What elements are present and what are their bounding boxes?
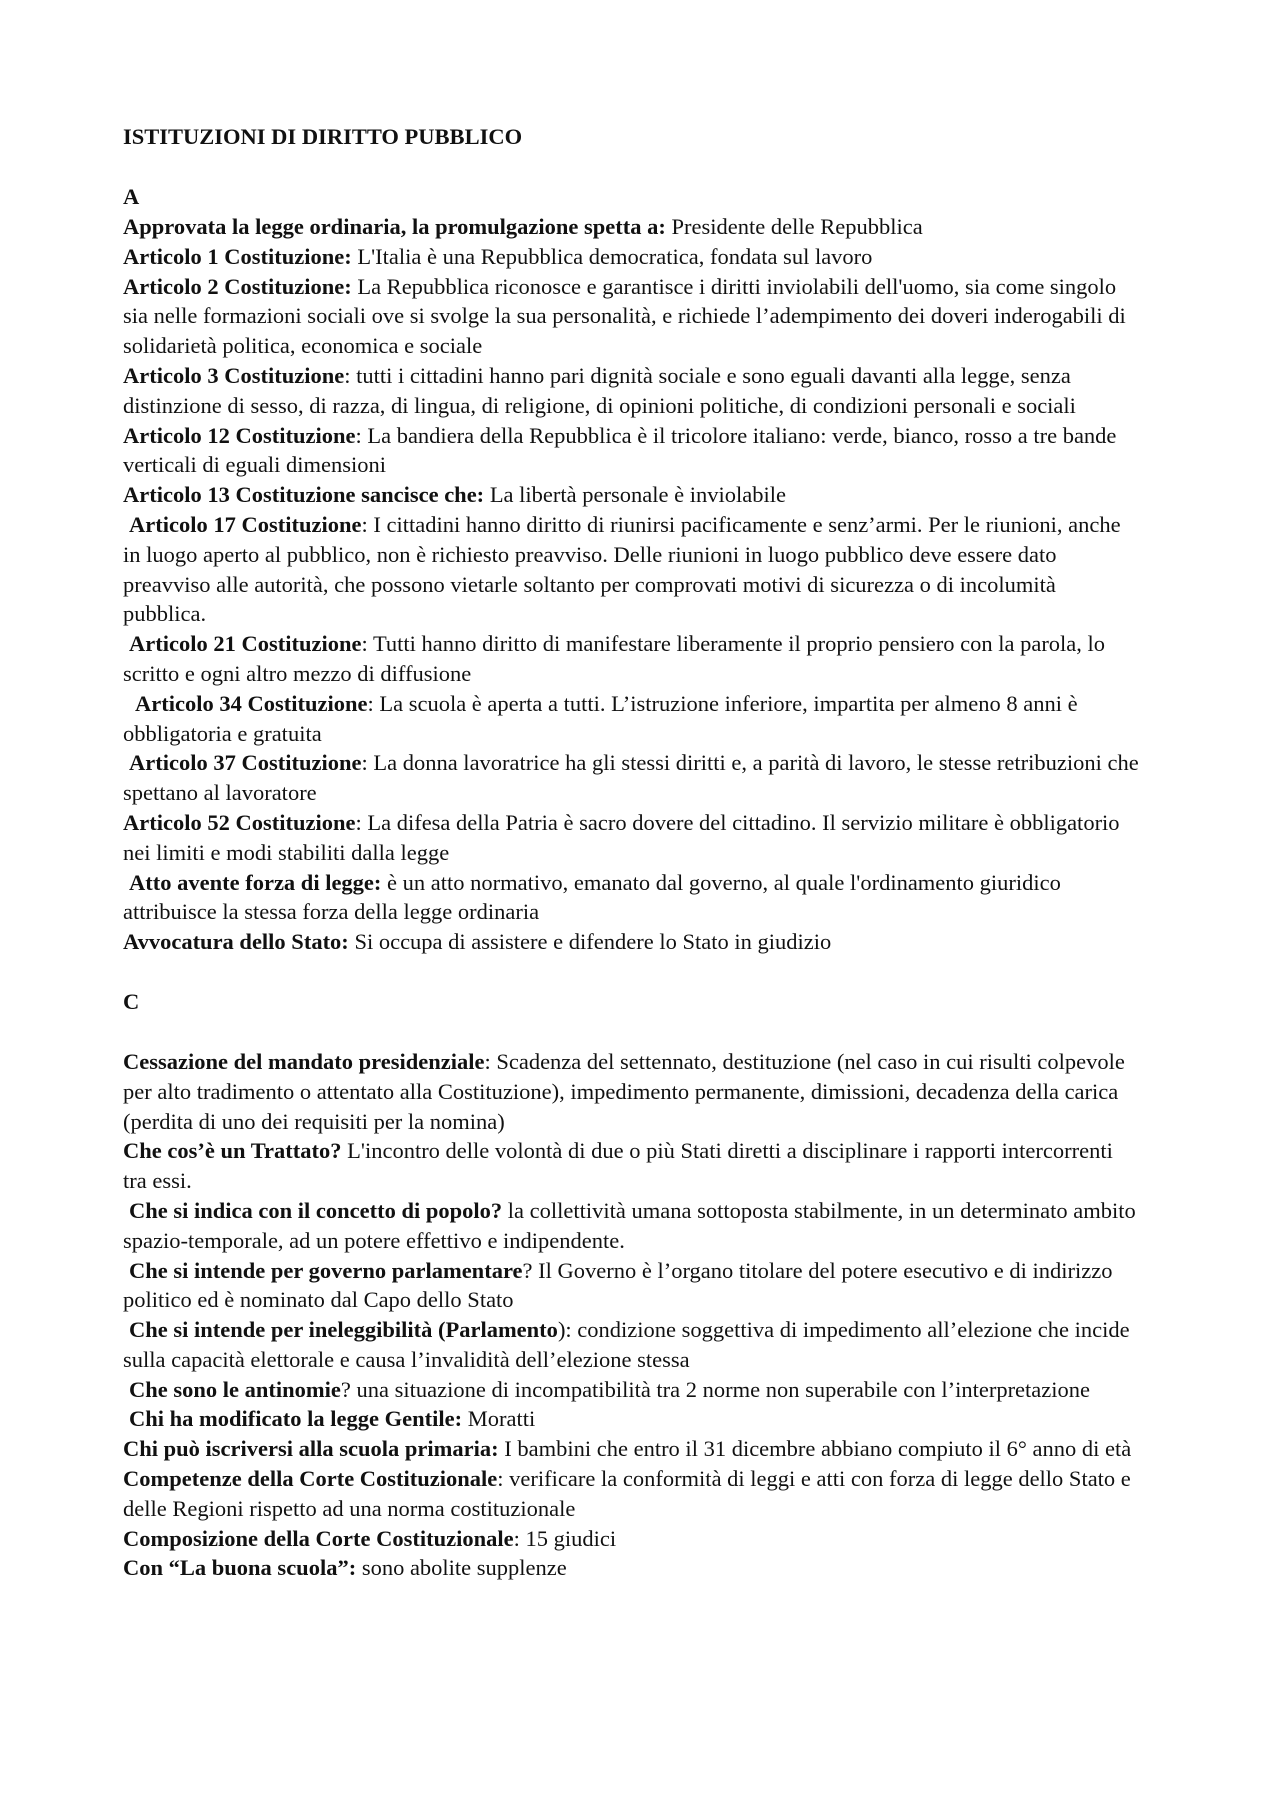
entry-text: Moratti <box>462 1406 536 1432</box>
entry-text: : tutti i cittadini hanno pari dignità sociale e sono eguali davanti alla legge, senza distinzione di sesso, di razza, di lingua, di religione, di opinioni politiche, di condizioni personali e sociali <box>123 362 1076 418</box>
entry <box>123 1256 1140 1316</box>
entry <box>123 1404 1140 1434</box>
entry-text: è un atto normativo, emanato dal governo, al quale l'ordinamento giuridico attribuisce la stessa forza della legge ordinaria <box>123 869 1061 925</box>
entry <box>123 927 1140 957</box>
entry-text: : La difesa della Patria è sacro dovere del cittadino. Il servizio militare è obbligatorio nei limiti e modi stabiliti dalla legge <box>123 809 1120 865</box>
entry-term: Che cos’è un Trattato? <box>123 1138 342 1164</box>
entry-text: ? Il Governo è l’organo titolare del potere esecutivo e di indirizzo politico ed è nominato dal Capo dello Stato <box>123 1257 1113 1313</box>
entry <box>123 1196 1140 1256</box>
section-a <box>123 182 1140 957</box>
entry-term: Approvata la legge ordinaria, la promulgazione spetta a: <box>123 214 666 239</box>
entry-term: Che si indica con il concetto di popolo? <box>129 1197 503 1223</box>
entry-term: Composizione della Corte Costituzionale <box>123 1525 514 1551</box>
entry-term: Articolo 3 Costituzione <box>123 362 345 388</box>
entry <box>123 689 1140 749</box>
entry-term: Articolo 2 Costituzione: <box>123 273 352 299</box>
entry-text: : 15 giudici <box>513 1525 617 1551</box>
entry-text: ): condizione soggettiva di impedimento all’elezione che incide sulla capacità elettorale e causa l’invalidità dell’elezione stessa <box>123 1317 1130 1372</box>
entry <box>123 629 1140 689</box>
section-c <box>123 987 1140 1583</box>
entry-text: : La scuola è aperta a tutti. L’istruzione inferiore, impartita per almeno 8 anni è obbligatoria e gratuita <box>123 690 1078 746</box>
entry <box>123 1434 1140 1464</box>
entry <box>123 212 1140 242</box>
section-letter: A <box>123 184 140 209</box>
entry-text: la collettività umana sottoposta stabilmente, in un determinato ambito spazio-temporale, ad un potere effettivo e indipendente. <box>123 1197 1136 1253</box>
entry-term: Articolo 37 Costituzione <box>129 750 362 776</box>
entry <box>123 1553 1140 1583</box>
entry-text: : Scadenza del settennato, destituzione (nel caso in cui risulti colpevole per alto tradimento o attentato alla Costituzione), impedimento permanente, dimissioni, decadenza della carica (perdita di uno dei requisiti per la nomina) <box>123 1048 1125 1134</box>
entry <box>123 1047 1140 1136</box>
entry-text: La Repubblica riconosce e garantisce i diritti inviolabili dell'uomo, sia come singolo sia nelle formazioni sociali ove si svolge la sua personalità, e richiede l’adempimento dei doveri inderogabili di solidarietà politica, economica e sociale <box>123 273 1126 359</box>
entry <box>123 242 1140 272</box>
entry-term: Chi può iscriversi alla scuola primaria: <box>123 1436 499 1462</box>
entry <box>123 1524 1140 1554</box>
entry-term: Che si intende per ineleggibilità (Parlamento <box>129 1317 558 1343</box>
entry-term: Avvocatura dello Stato: <box>123 929 349 955</box>
entry <box>123 272 1140 361</box>
entry <box>123 808 1140 868</box>
document-title: ISTITUZIONI DI DIRITTO PUBBLICO <box>123 124 523 149</box>
entry <box>123 1136 1140 1196</box>
entry <box>123 361 1140 421</box>
entry-term: Articolo 17 Costituzione <box>129 511 362 537</box>
entry-text: I bambini che entro il 31 dicembre abbiano compiuto il 6° anno di età <box>498 1436 1132 1462</box>
entry <box>123 1315 1140 1375</box>
entry-text: L'Italia è una Repubblica democratica, fondata sul lavoro <box>351 243 873 269</box>
entry-term: Con “La buona scuola”: <box>123 1555 357 1581</box>
section-letter: C <box>123 988 140 1014</box>
entry-term: Chi ha modificato la legge Gentile: <box>129 1406 463 1432</box>
entry-term: Articolo 1 Costituzione: <box>123 243 352 269</box>
entry-term: Atto avente forza di legge: <box>129 869 382 895</box>
entry-term: Articolo 34 Costituzione <box>135 690 368 716</box>
entry-text: : verificare la conformità di leggi e atti con forza di legge dello Stato e delle Regioni rispetto ad una norma costituzionale <box>123 1466 1131 1521</box>
entry <box>123 1464 1140 1524</box>
entry-text: L'incontro delle volontà di due o più Stati diretti a disciplinare i rapporti intercorrenti tra essi. <box>123 1138 1113 1194</box>
entry-term: Che sono le antinomie <box>129 1376 341 1402</box>
entry <box>123 868 1140 928</box>
entry-text: : La donna lavoratrice ha gli stessi diritti e, a parità di lavoro, le stesse retribuzioni che spettano al lavoratore <box>123 750 1139 806</box>
entry-text: : I cittadini hanno diritto di riunirsi pacificamente e senz’armi. Per le riunioni, anche in luogo aperto al pubblico, non è richiesto preavviso. Delle riunioni in luogo pubblico deve essere dato preavviso alle autorità, che possono vietarle soltanto per comprovati motivi di sicurezza o di incolumità pubblica. <box>123 511 1121 627</box>
entry <box>123 748 1140 808</box>
entry-text: Presidente delle Repubblica <box>665 214 923 239</box>
entry-text: ? una situazione di incompatibilità tra 2 norme non superabile con l’interpretazione <box>340 1376 1091 1402</box>
entry-term: Cessazione del mandato presidenziale <box>123 1048 485 1074</box>
entry-term: Articolo 12 Costituzione <box>123 422 356 448</box>
entry-text: La libertà personale è inviolabile <box>484 482 786 508</box>
entry-term: Competenze della Corte Costituzionale <box>123 1466 498 1492</box>
entry-text: sono abolite supplenze <box>356 1555 567 1581</box>
entry <box>123 510 1140 629</box>
entry-term: Articolo 21 Costituzione <box>129 631 362 657</box>
entry <box>123 1375 1140 1405</box>
entry <box>123 480 1140 510</box>
entry-term: Articolo 13 Costituzione sancisce che: <box>123 482 485 508</box>
entry-text: Si occupa di assistere e difendere lo Stato in giudizio <box>348 929 832 955</box>
entry <box>123 421 1140 481</box>
entry-text: : Tutti hanno diritto di manifestare liberamente il proprio pensiero con la parola, lo scritto e ogni altro mezzo di diffusione <box>123 631 1106 686</box>
entry-text: : La bandiera della Repubblica è il tricolore italiano: verde, bianco, rosso a tre bande verticali di eguali dimensioni <box>123 422 1117 478</box>
entry-term: Che si intende per governo parlamentare <box>129 1257 523 1283</box>
entry-term: Articolo 52 Costituzione <box>123 809 356 835</box>
